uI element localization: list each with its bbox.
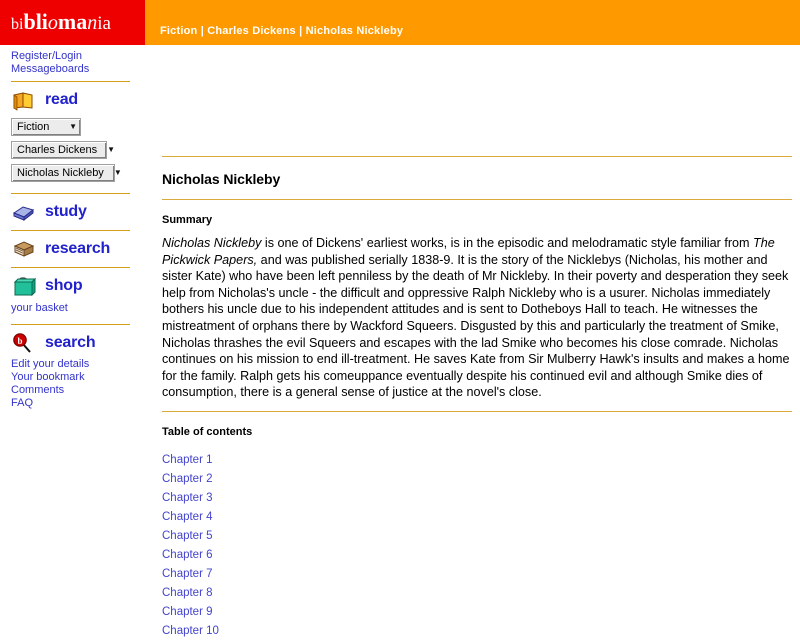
sidebar-label-research[interactable]: research bbox=[45, 240, 111, 257]
sidebar-item-edit-your-details[interactable]: Edit your details bbox=[11, 358, 90, 370]
toc-chapter-link[interactable]: Chapter 4 bbox=[162, 510, 213, 523]
list-item bbox=[162, 451, 788, 470]
sidebar-label-study[interactable]: study bbox=[45, 203, 87, 220]
list-item bbox=[162, 508, 788, 527]
sidebar-item-your-bookmark[interactable]: Your bookmark bbox=[11, 371, 85, 383]
sidebar-section-shop[interactable] bbox=[11, 273, 150, 299]
toc-chapter-link[interactable]: Chapter 1 bbox=[162, 453, 213, 466]
summary-heading: Summary bbox=[162, 214, 213, 226]
toc-chapter-link[interactable]: Chapter 2 bbox=[162, 472, 213, 485]
sidebar-item-messageboards[interactable]: Messageboards bbox=[11, 63, 90, 75]
author-select[interactable] bbox=[11, 141, 116, 159]
logo-part-6: ia bbox=[97, 13, 111, 34]
list-item bbox=[162, 489, 788, 508]
title-select-value: Nicholas Nickleby bbox=[17, 167, 104, 179]
table-of-contents bbox=[162, 447, 788, 641]
sidebar-section-research[interactable] bbox=[11, 236, 150, 262]
divider bbox=[11, 267, 130, 268]
site-header bbox=[0, 0, 800, 45]
list-item bbox=[162, 527, 788, 546]
open-book-icon bbox=[11, 89, 37, 111]
list-item bbox=[162, 565, 788, 584]
toc-chapter-link[interactable]: Chapter 6 bbox=[162, 548, 213, 561]
magnifying-glass-icon bbox=[11, 332, 37, 354]
page-title: Nicholas Nickleby bbox=[162, 171, 281, 187]
toc-chapter-link[interactable]: Chapter 8 bbox=[162, 586, 213, 599]
research-book-icon bbox=[11, 238, 37, 260]
svg-text:b: b bbox=[17, 336, 23, 346]
shopping-bag-icon bbox=[11, 275, 37, 297]
summary-text: Nicholas Nickleby is one of Dickens' earliest works, is in the episodic and melodramatic style familiar from The Pickwick Papers, and was published serially 1838-9. It is the story of the Nicklebys (Nicholas, his mother and sister Kate) who have been left penniless by the death of Mr Nickleby. In their poverty and desperation they seek help from Nicholas's uncle - the difficult and oppressive Ralph Nickleby who is a usurer. Nicholas immediately bothers his uncle due to his independent attitudes and is sent to Dotheboys Hall to teach. He witnesses the mistreatment of orphans there by Wackford Squeers. Disgusted by this and particularly the treatment of Smike, Nicholas thrashes the evil Squeers and escapes with the lad Smike who becomes his close comrade. Nicholas continues on his mission to end ill-treatment. He saves Kate from Sir Mulberry Hawk's insults and makes a home for the family. Ralph gets his comeuppance eventually despite his continued evil and although Smike dies of consumption, there is a general sense of justice at the novel's close. bbox=[162, 236, 790, 400]
logo-part-1: bi bbox=[11, 16, 24, 33]
list-item bbox=[162, 584, 788, 603]
title-select[interactable] bbox=[11, 164, 122, 182]
logo-part-3: o bbox=[47, 12, 58, 34]
logo-part-5: n bbox=[87, 12, 98, 34]
sidebar-label-search[interactable]: search bbox=[45, 334, 96, 351]
sidebar-section-read[interactable] bbox=[11, 87, 150, 113]
list-item bbox=[162, 470, 788, 489]
sidebar-item-comments[interactable]: Comments bbox=[11, 384, 65, 396]
logo-wordmark bbox=[11, 11, 111, 33]
study-book-icon bbox=[11, 201, 37, 223]
chevron-down-icon: ▼ bbox=[107, 145, 116, 154]
divider bbox=[11, 193, 130, 194]
divider bbox=[11, 81, 130, 82]
toc-chapter-link[interactable]: Chapter 3 bbox=[162, 491, 213, 504]
toc-chapter-link[interactable]: Chapter 5 bbox=[162, 529, 213, 542]
genre-select-wrap bbox=[11, 117, 150, 136]
genre-select[interactable] bbox=[11, 118, 81, 136]
chevron-down-icon: ▼ bbox=[69, 122, 77, 131]
site-logo[interactable] bbox=[0, 0, 145, 45]
list-item bbox=[162, 546, 788, 565]
list-item bbox=[162, 622, 788, 641]
sidebar-section-study[interactable] bbox=[11, 199, 150, 225]
toc-chapter-link[interactable]: Chapter 9 bbox=[162, 605, 213, 618]
sidebar bbox=[0, 45, 150, 600]
divider bbox=[11, 324, 130, 325]
logo-part-2: bli bbox=[23, 9, 48, 34]
toc-chapter-link[interactable]: Chapter 7 bbox=[162, 567, 213, 580]
sidebar-label-shop[interactable]: shop bbox=[45, 277, 83, 294]
toc-heading: Table of contents bbox=[162, 425, 253, 438]
sidebar-section-search[interactable] bbox=[11, 330, 150, 356]
title-select-wrap bbox=[11, 163, 150, 182]
sidebar-item-register-login[interactable]: Register/Login bbox=[11, 50, 82, 62]
logo-part-4: ma bbox=[57, 9, 88, 34]
sidebar-item-faq[interactable]: FAQ bbox=[11, 397, 34, 409]
genre-select-value: Fiction bbox=[17, 121, 50, 133]
sidebar-label-read[interactable]: read bbox=[45, 91, 78, 108]
author-select-value: Charles Dickens bbox=[17, 144, 98, 156]
list-item bbox=[162, 603, 788, 622]
chevron-down-icon: ▼ bbox=[113, 168, 122, 177]
sidebar-item-your-basket[interactable]: your basket bbox=[11, 302, 68, 314]
main-content bbox=[150, 45, 800, 637]
breadcrumb[interactable]: Fiction | Charles Dickens | Nicholas Nickleby bbox=[160, 25, 404, 37]
toc-chapter-link[interactable]: Chapter 10 bbox=[162, 624, 219, 637]
divider bbox=[11, 230, 130, 231]
author-select-wrap bbox=[11, 140, 150, 159]
